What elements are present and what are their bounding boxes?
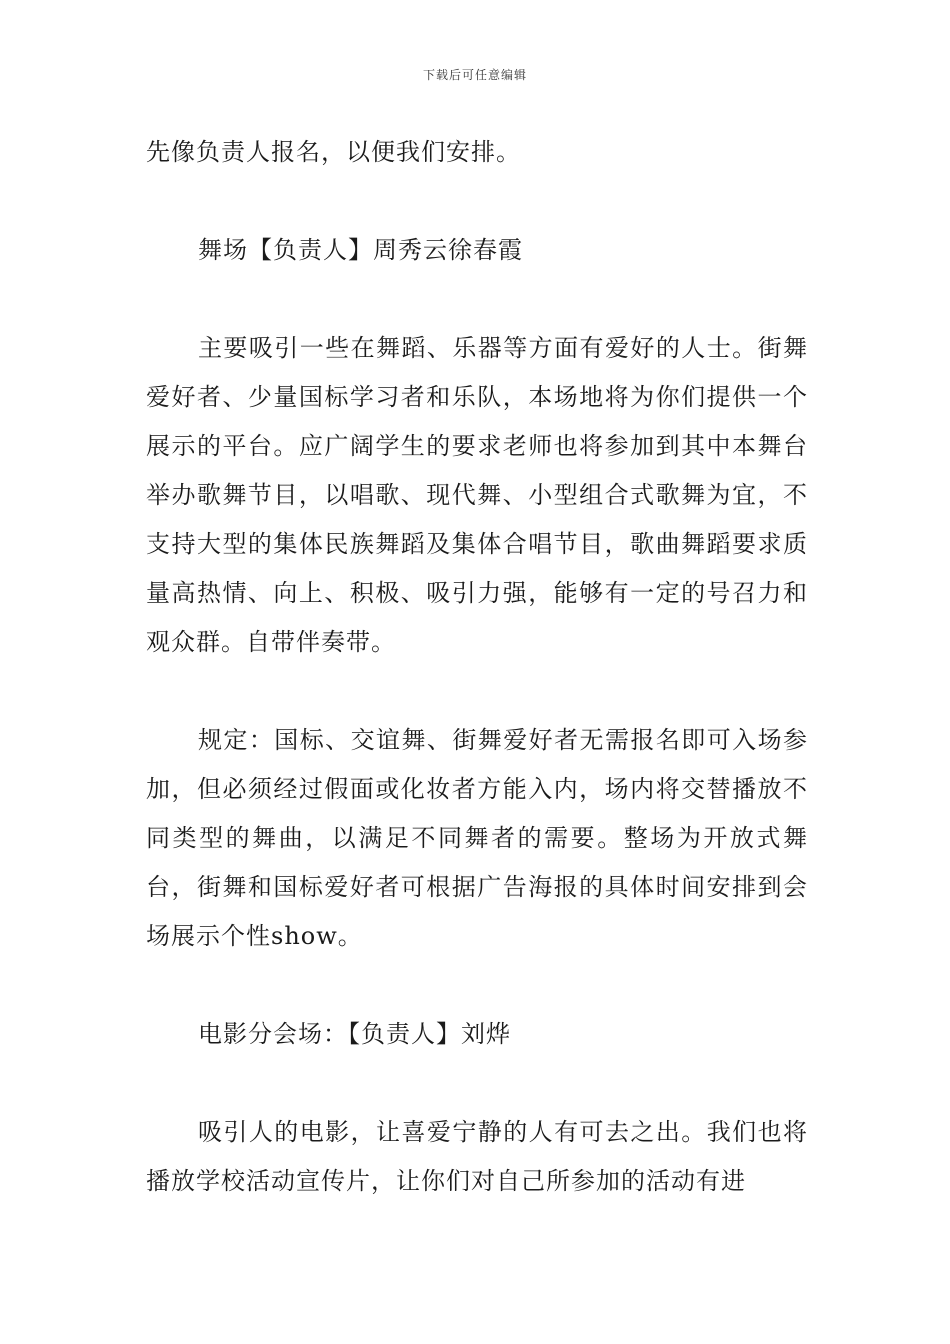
paragraph-continuation: 先像负责人报名，以便我们安排。 [146,138,521,166]
paragraph-movie-description: 吸引人的电影，让喜爱宁静的人有可去之出。我们也将播放学校活动宣传片，让你们对自己所参加的活动有进 [146,1118,808,1195]
section-heading-dance: 舞场【负责人】周秀云徐春霞 [198,236,523,264]
paragraph-rules: 规定：国标、交谊舞、街舞爱好者无需报名即可入场参加，但必须经过假面或化妆者方能入内，场内将交替播放不同类型的舞曲，以满足不同舞者的需要。整场为开放式舞台，街舞和国标爱好者可根据广告海报的具体时间安排到会场展示个性show。 [146,726,808,950]
document-body [146,128,808,1206]
section-heading-movie: 电影分会场：【负责人】刘烨 [198,1020,511,1048]
paragraph-dance-description: 主要吸引一些在舞蹈、乐器等方面有爱好的人士。街舞爱好者、少量国标学习者和乐队，本场地将为你们提供一个展示的平台。应广阔学生的要求老师也将参加到其中本舞台举办歌舞节目，以唱歌、现代舞、小型组合式歌舞为宜，不支持大型的集体民族舞蹈及集体合唱节目，歌曲舞蹈要求质量高热情、向上、积极、吸引力强，能够有一定的号召力和观众群。自带伴奏带。 [146,334,808,656]
page-header: 下载后可任意编辑 [422,68,527,82]
